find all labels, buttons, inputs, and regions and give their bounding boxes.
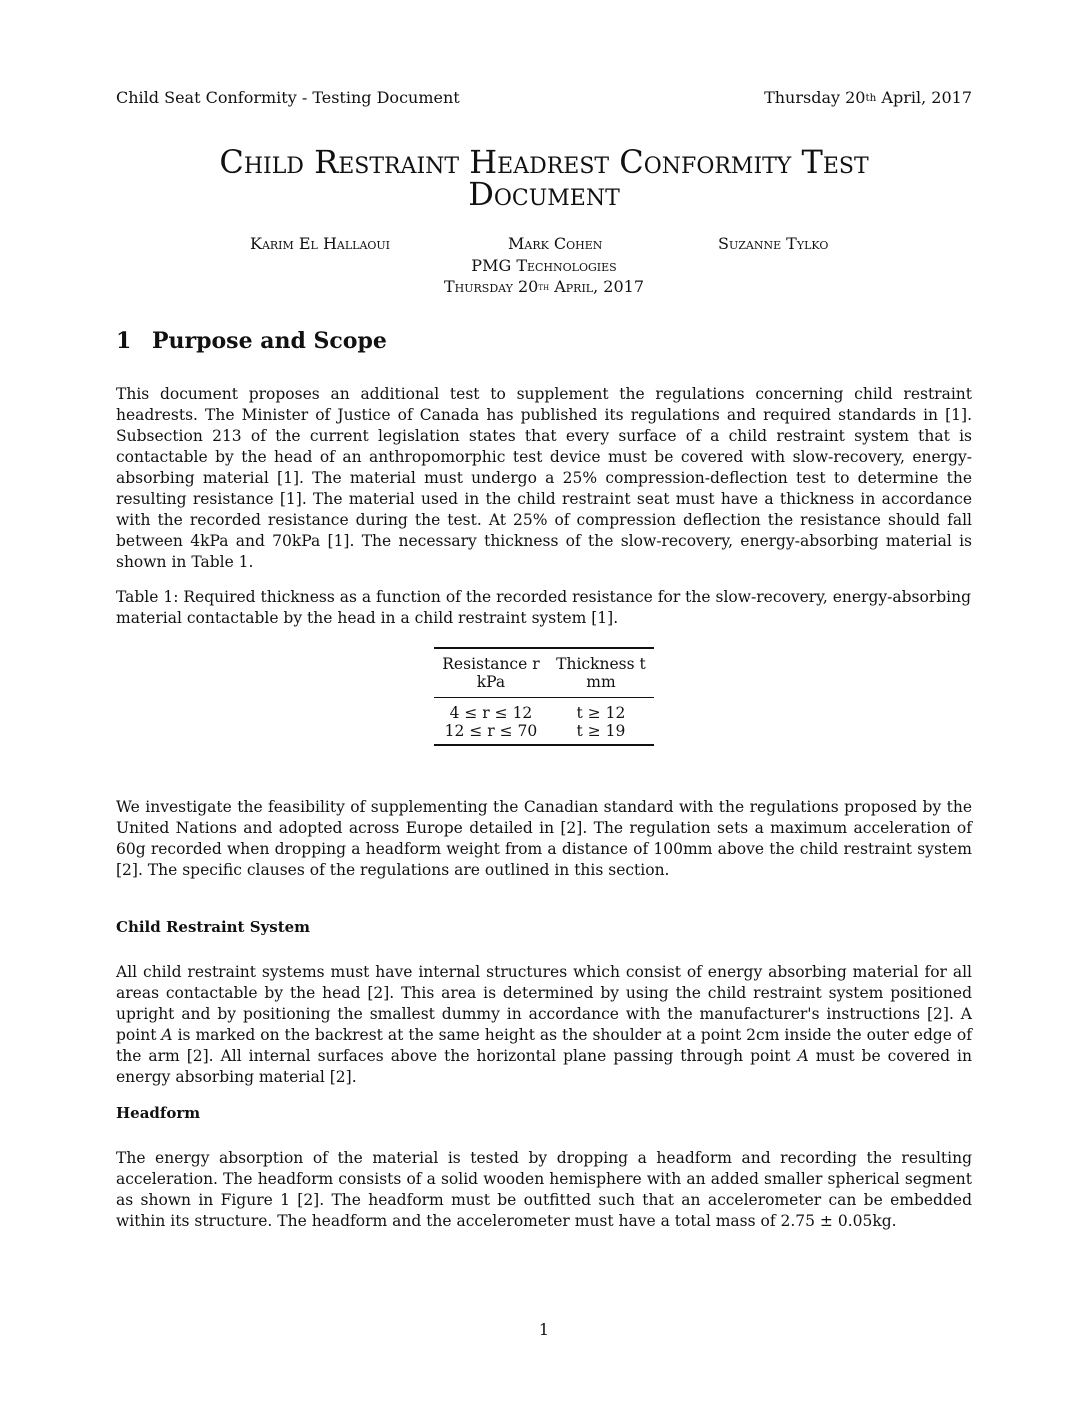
subheading-child-restraint-system: Child Restraint System [116,918,311,936]
title-line-2: Document [468,175,620,213]
table-header-thickness: Thickness t [556,655,646,673]
running-header-title: Child Seat Conformity - Testing Document [116,88,460,107]
table-header-resistance: Resistance r [442,655,540,673]
table-unit-resistance: kPa [476,673,506,691]
table-cell: 12 ≤ r ≤ 70 [444,722,538,740]
author-3: Suzanne Tylko [718,234,829,253]
paragraph-investigate: We investigate the feasibility of supplementing the Canadian standard with the regulations proposed by the United Nations and adopted across Europe detailed in [2]. The regulation sets a maximum acceleration of 60g recorded when dropping a headform weight from a distance of 100mm above the child restraint system [2]. The specific clauses of the regulations are outlined in this section. [116,798,972,879]
subheading-headform: Headform [116,1104,201,1122]
author-1: Karim El Hallaoui [250,234,391,253]
resistance-thickness-table [434,647,654,746]
paragraph-child-restraint-system: All child restraint systems must have internal structures which consist of energy absorbing material for all areas contactable by the head [2]. This area is determined by using the child restraint system positioned upright and by positioning the smallest dummy in accordance with the manufacturer's instructions [2]. A point A is marked on the backrest at the same height as the shoulder at a point 2cm inside the outer edge of the arm [2]. All internal surfaces above the horizontal plane passing through point A must be covered in energy absorbing material [2]. [116,963,972,1086]
table-cell: t ≥ 19 [576,722,626,740]
title-line-1: Child Restraint Headrest Conformity Test [219,143,869,181]
document-date: Thursday 20th April, 2017 [443,277,645,296]
paragraph-headform: The energy absorption of the material is tested by dropping a headform and recording the resulting acceleration. The headform consists of a solid wooden hemisphere with an added smaller spherical segment as shown in Figure 1 [2]. The headform must be outfitted such that an accelerometer can be embedded within its structure. The headform and the accelerometer must have a total mass of 2.75 ± 0.05kg. [116,1149,972,1230]
table-cell: 4 ≤ r ≤ 12 [449,704,533,722]
paragraph-intro: This document proposes an additional test to supplement the regulations concerning child restraint headrests. The Minister of Justice of Canada has published its regulations and required standards in [1]. Subsection 213 of the current legislation states that every surface of a child restraint system that is contactable by the head of an anthropomorphic test device must be covered with slow-recovery, energy-absorbing material [1]. The material must undergo a 25% compression-deflection test to determine the resulting resistance [1]. The material used in the child restraint seat must have a thickness in accordance with the recorded resistance during the test. At 25% of compression deflection the resistance should fall between 4kPa and 70kPa [1]. The necessary thickness of the slow-recovery, energy-absorbing material is shown in Table 1. [116,385,972,571]
page-number: 1 [538,1320,550,1339]
table-caption: Table 1: Required thickness as a function of the recorded resistance for the slow-recovery, energy-absorbing material contactable by the head in a child restraint system [1]. [116,588,972,627]
section-number: 1 [116,328,132,354]
table-unit-thickness: mm [586,673,616,691]
affiliation: PMG Technologies [471,256,617,275]
author-2: Mark Cohen [508,234,603,253]
section-title: Purpose and Scope [152,328,387,354]
running-header-date: Thursday 20th April, 2017 [764,88,972,107]
section-heading [116,328,387,354]
table-cell: t ≥ 12 [576,704,626,722]
document-title [116,143,972,213]
